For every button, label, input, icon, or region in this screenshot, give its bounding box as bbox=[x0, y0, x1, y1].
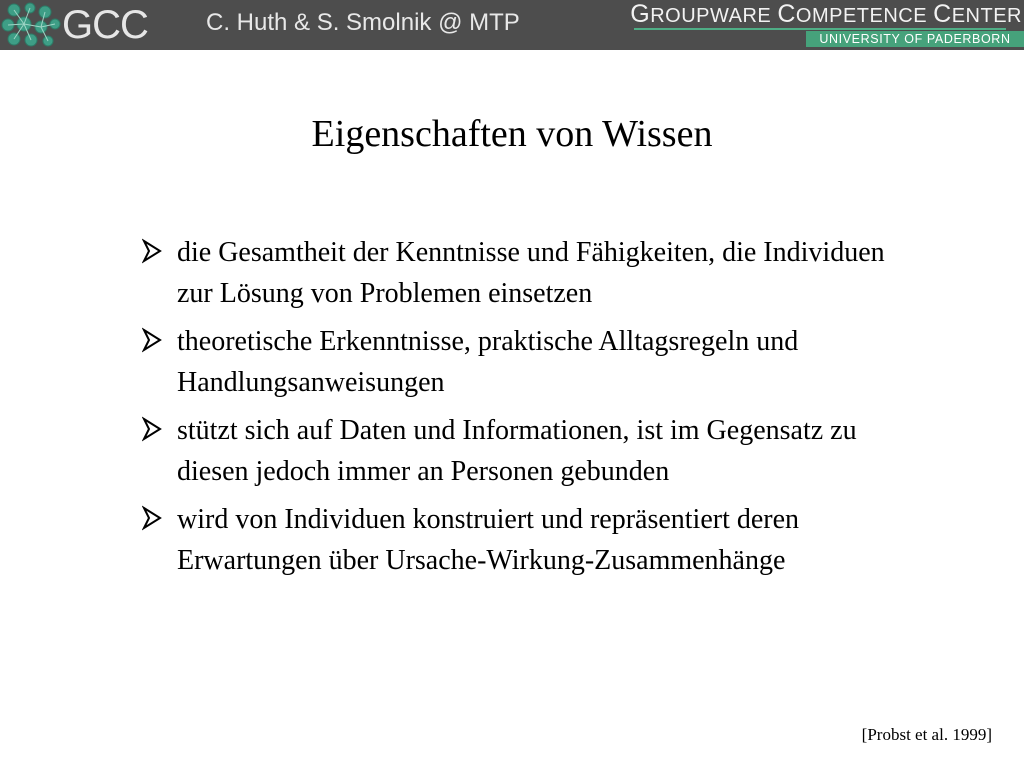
bullet-text: die Gesamtheit der Kenntnisse und Fähigkeiten, die Individuen zur Lösung von Problemen einsetzen bbox=[177, 237, 885, 309]
slide-title: Eigenschaften von Wissen bbox=[311, 113, 713, 155]
bullet-text: theoretische Erkenntnisse, praktische Alltagsregeln und Handlungsanweisungen bbox=[177, 326, 799, 398]
brand-university: UNIVERSITY OF PADERBORN bbox=[806, 31, 1024, 47]
arrowhead-bullet-icon bbox=[142, 237, 162, 265]
arrowhead-bullet-icon bbox=[142, 415, 162, 443]
brand-name bbox=[630, 0, 1024, 30]
brand-word1-initial: G bbox=[630, 0, 651, 28]
bullet-item bbox=[142, 499, 902, 581]
gcc-logo-text: GCC bbox=[62, 3, 148, 47]
bullet-list bbox=[142, 232, 902, 588]
gcc-logo-network-icon bbox=[0, 0, 66, 50]
brand-word3-initial: C bbox=[933, 0, 952, 28]
bullet-item bbox=[142, 410, 902, 492]
header-bar bbox=[0, 0, 1024, 50]
brand-word2-initial: C bbox=[777, 0, 796, 28]
bullet-item bbox=[142, 232, 902, 314]
brand-word3-rest: ENTER bbox=[951, 5, 1022, 27]
citation: [Probst et al. 1999] bbox=[861, 725, 992, 744]
brand-word2-rest: OMPETENCE bbox=[795, 5, 928, 27]
bullet-text: wird von Individuen konstruiert und repräsentiert deren Erwartungen über Ursache-Wirkung-Zusammenhänge bbox=[177, 504, 800, 576]
brand-underline bbox=[634, 28, 1006, 30]
arrowhead-bullet-icon bbox=[142, 326, 162, 354]
arrowhead-bullet-icon bbox=[142, 504, 162, 532]
bullet-item bbox=[142, 321, 902, 403]
header-authors: C. Huth & S. Smolnik @ MTP bbox=[206, 9, 520, 36]
bullet-text: stützt sich auf Daten und Informationen, ist im Gegensatz zu diesen jedoch immer an Personen gebunden bbox=[177, 415, 857, 487]
brand-word1-rest: ROUPWARE bbox=[650, 5, 772, 27]
